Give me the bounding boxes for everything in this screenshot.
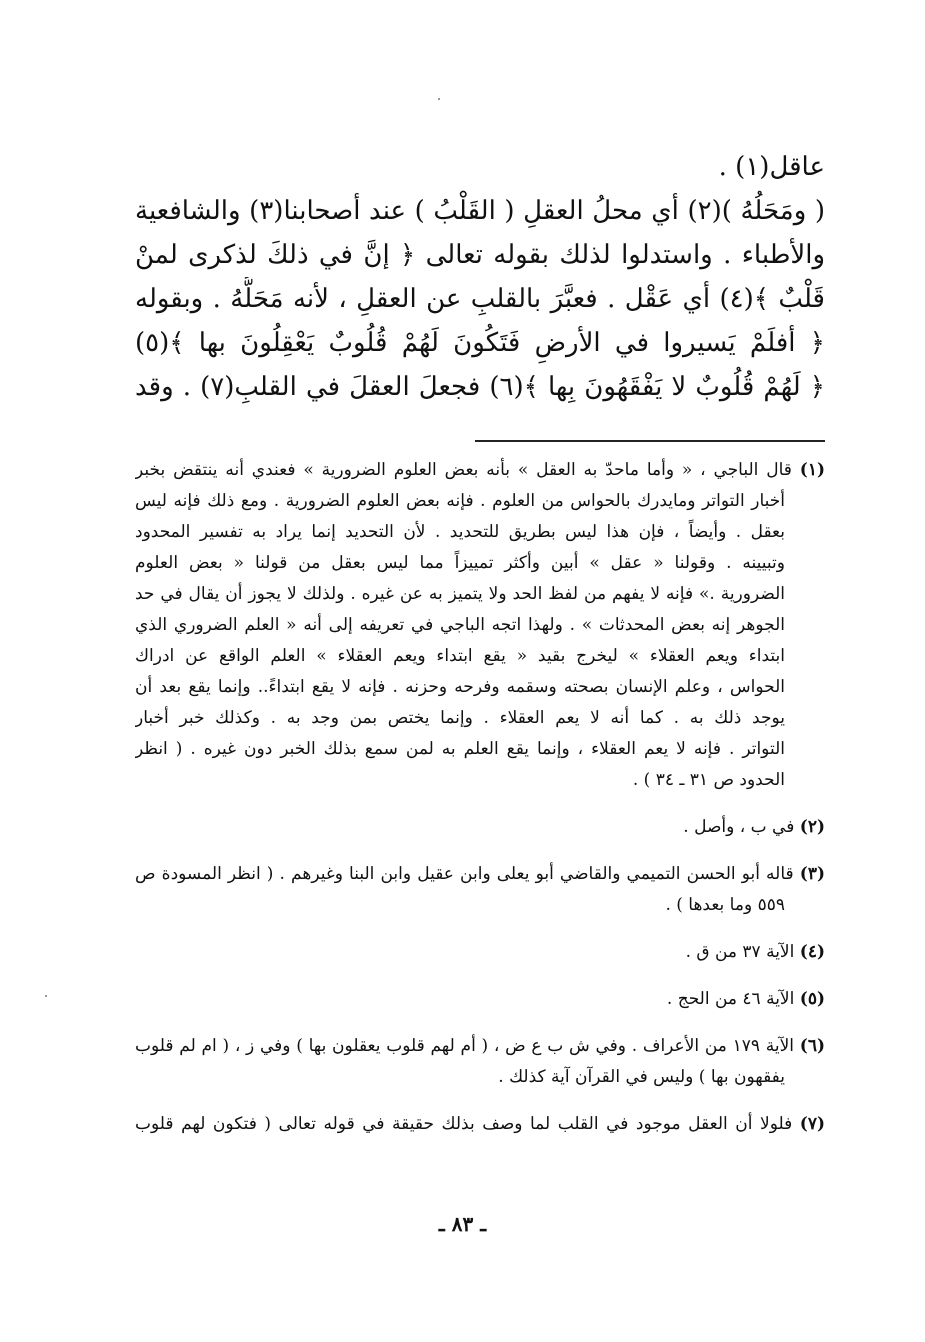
footnotes-section xyxy=(135,455,825,1156)
footnote-line: الضرورية .» فإنه لا يفهم من لفظ الحد ولا يتميز به عن غيره . ولذلك لا يجوز أن يقال في حد xyxy=(135,584,785,604)
footnote-text: قال الباجي ، « وأما ماحدّ به العقل » بأنه بعض العلوم الضرورية » فعندي أنه ينتقض بخبر xyxy=(135,460,792,480)
footnote-line xyxy=(135,1109,825,1140)
footnote-line xyxy=(135,859,825,890)
footnote-number: (١) xyxy=(799,460,825,480)
footnote-text: الآية ٤٦ من الحج . xyxy=(666,989,795,1009)
scan-speck xyxy=(45,995,47,997)
main-text-line: عاقل(١) . xyxy=(718,152,825,182)
footnote-line xyxy=(135,455,825,486)
footnote-number: (٦) xyxy=(799,1036,825,1056)
footnote-line: أخبار التواتر ومايدرك بالحواس من العلوم . فإنه بعض العلوم الضرورية . ومع ذلك فإنه ليس xyxy=(135,491,785,511)
footnote-line xyxy=(135,812,825,843)
footnote-7 xyxy=(135,1109,825,1140)
footnote-number: (٢) xyxy=(799,817,825,837)
footnote-line xyxy=(135,984,825,1015)
main-text-line: ( ومَحَلُهُ )(٢) أي محلُ العقلِ ( القَلْبُ ) عند أصحابنا(٣) والشافعية xyxy=(135,196,825,226)
main-text-line: والأطباء . واستدلوا لذلك بقوله تعالى ﴿ إنَّ في ذلكَ لذكرى لمنْ xyxy=(135,240,825,270)
footnote-number: (٥) xyxy=(799,989,825,1009)
footnote-5 xyxy=(135,984,825,1015)
main-text-block xyxy=(135,145,825,409)
footnote-2 xyxy=(135,812,825,843)
footnote-separator xyxy=(475,440,825,442)
footnote-number: (٧) xyxy=(799,1114,825,1134)
footnote-4 xyxy=(135,937,825,968)
footnote-line: يفقهون بها ) وليس في القرآن آية كذلك . xyxy=(498,1067,785,1087)
footnote-number: (٣) xyxy=(799,864,825,884)
footnote-6 xyxy=(135,1031,825,1093)
footnote-line: الجوهر إنه بعض المحدثات » . ولهذا اتجه الباجي في تعريفه إلى أنه « العلم الضروري الذي xyxy=(135,615,785,635)
footnote-line xyxy=(135,937,825,968)
footnote-line: التواتر . فإنه لا يعم العقلاء ، وإنما يقع العلم به لمن سمع بذلك الخبر دون غيره . ( انظر xyxy=(135,739,785,759)
footnote-text: الآية ٣٧ من ق . xyxy=(685,942,795,962)
footnote-line: يوجد ذلك به . كما أنه لا يعم العقلاء . وإنما يختص بمن وجد به . وكذلك خبر أخبار xyxy=(135,708,785,728)
footnote-text: في ب ، وأصل . xyxy=(683,817,795,837)
footnote-line: الحواس ، وعلم الإنسان بصحته وسقمه وفرحه وحزنه . فإنه لا يقع ابتداءً.. وإنما يقع بعد أن xyxy=(135,677,785,697)
footnote-line: وتبيينه . وقولنا « عقل » أبين وأكثر تمييزاً مما ليس بعقل من قولنا « بعض العلوم xyxy=(135,553,785,573)
footnote-line: ابتداء ويعم العقلاء » ليخرج بقيد « يقع ابتداء ويعم العقلاء » العلم الواقع عن ادراك xyxy=(135,646,785,666)
main-text-line: ﴿ أفلَمْ يَسيروا في الأرضِ فَتَكُونَ لَهُمْ قُلُوبٌ يَعْقِلُونَ بها ﴾(٥) xyxy=(135,328,825,358)
scan-speck xyxy=(438,98,440,100)
footnote-1 xyxy=(135,455,825,796)
main-text-line: ﴿ لَهُمْ قُلُوبٌ لا يَفْقَهُونَ بِها ﴾(٦) فجعلَ العقلَ في القلبِ(٧) . وقد xyxy=(135,372,825,402)
footnote-text: قاله أبو الحسن التميمي والقاضي أبو يعلى وابن عقيل وابن البنا وغيرهم . ( انظر المسودة ص xyxy=(135,864,794,884)
main-text-line: قَلْبٌ ﴾(٤) أي عَقْل . فعبَّرَ بالقلبِ عن العقلِ ، لأنه مَحَلُّهُ . وبقوله xyxy=(135,284,825,314)
page-number: ـ ٨٣ ـ xyxy=(438,1212,487,1236)
footnote-line xyxy=(135,1031,825,1062)
footnote-line: بعقل . وأيضاً ، فإن هذا ليس بطريق للتحديد . لأن التحديد إنما يراد به تفسير المحدود xyxy=(135,522,785,542)
footnote-line: ٥٥٩ وما بعدها ) . xyxy=(665,895,785,915)
footnote-text: الآية ١٧٩ من الأعراف . وفي ش ب ع ض ، ( أم لهم قلوب يعقلون بها ) وفي ز ، ( ام لم قلوب xyxy=(135,1036,795,1056)
footnote-3 xyxy=(135,859,825,921)
footnote-text: فلولا أن العقل موجود في القلب لما وصف بذلك حقيقة في قوله تعالى ( فتكون لهم قلوب xyxy=(135,1114,793,1134)
footnote-number: (٤) xyxy=(799,942,825,962)
footnote-line: الحدود ص ٣١ ـ ٣٤ ) . xyxy=(632,770,785,790)
